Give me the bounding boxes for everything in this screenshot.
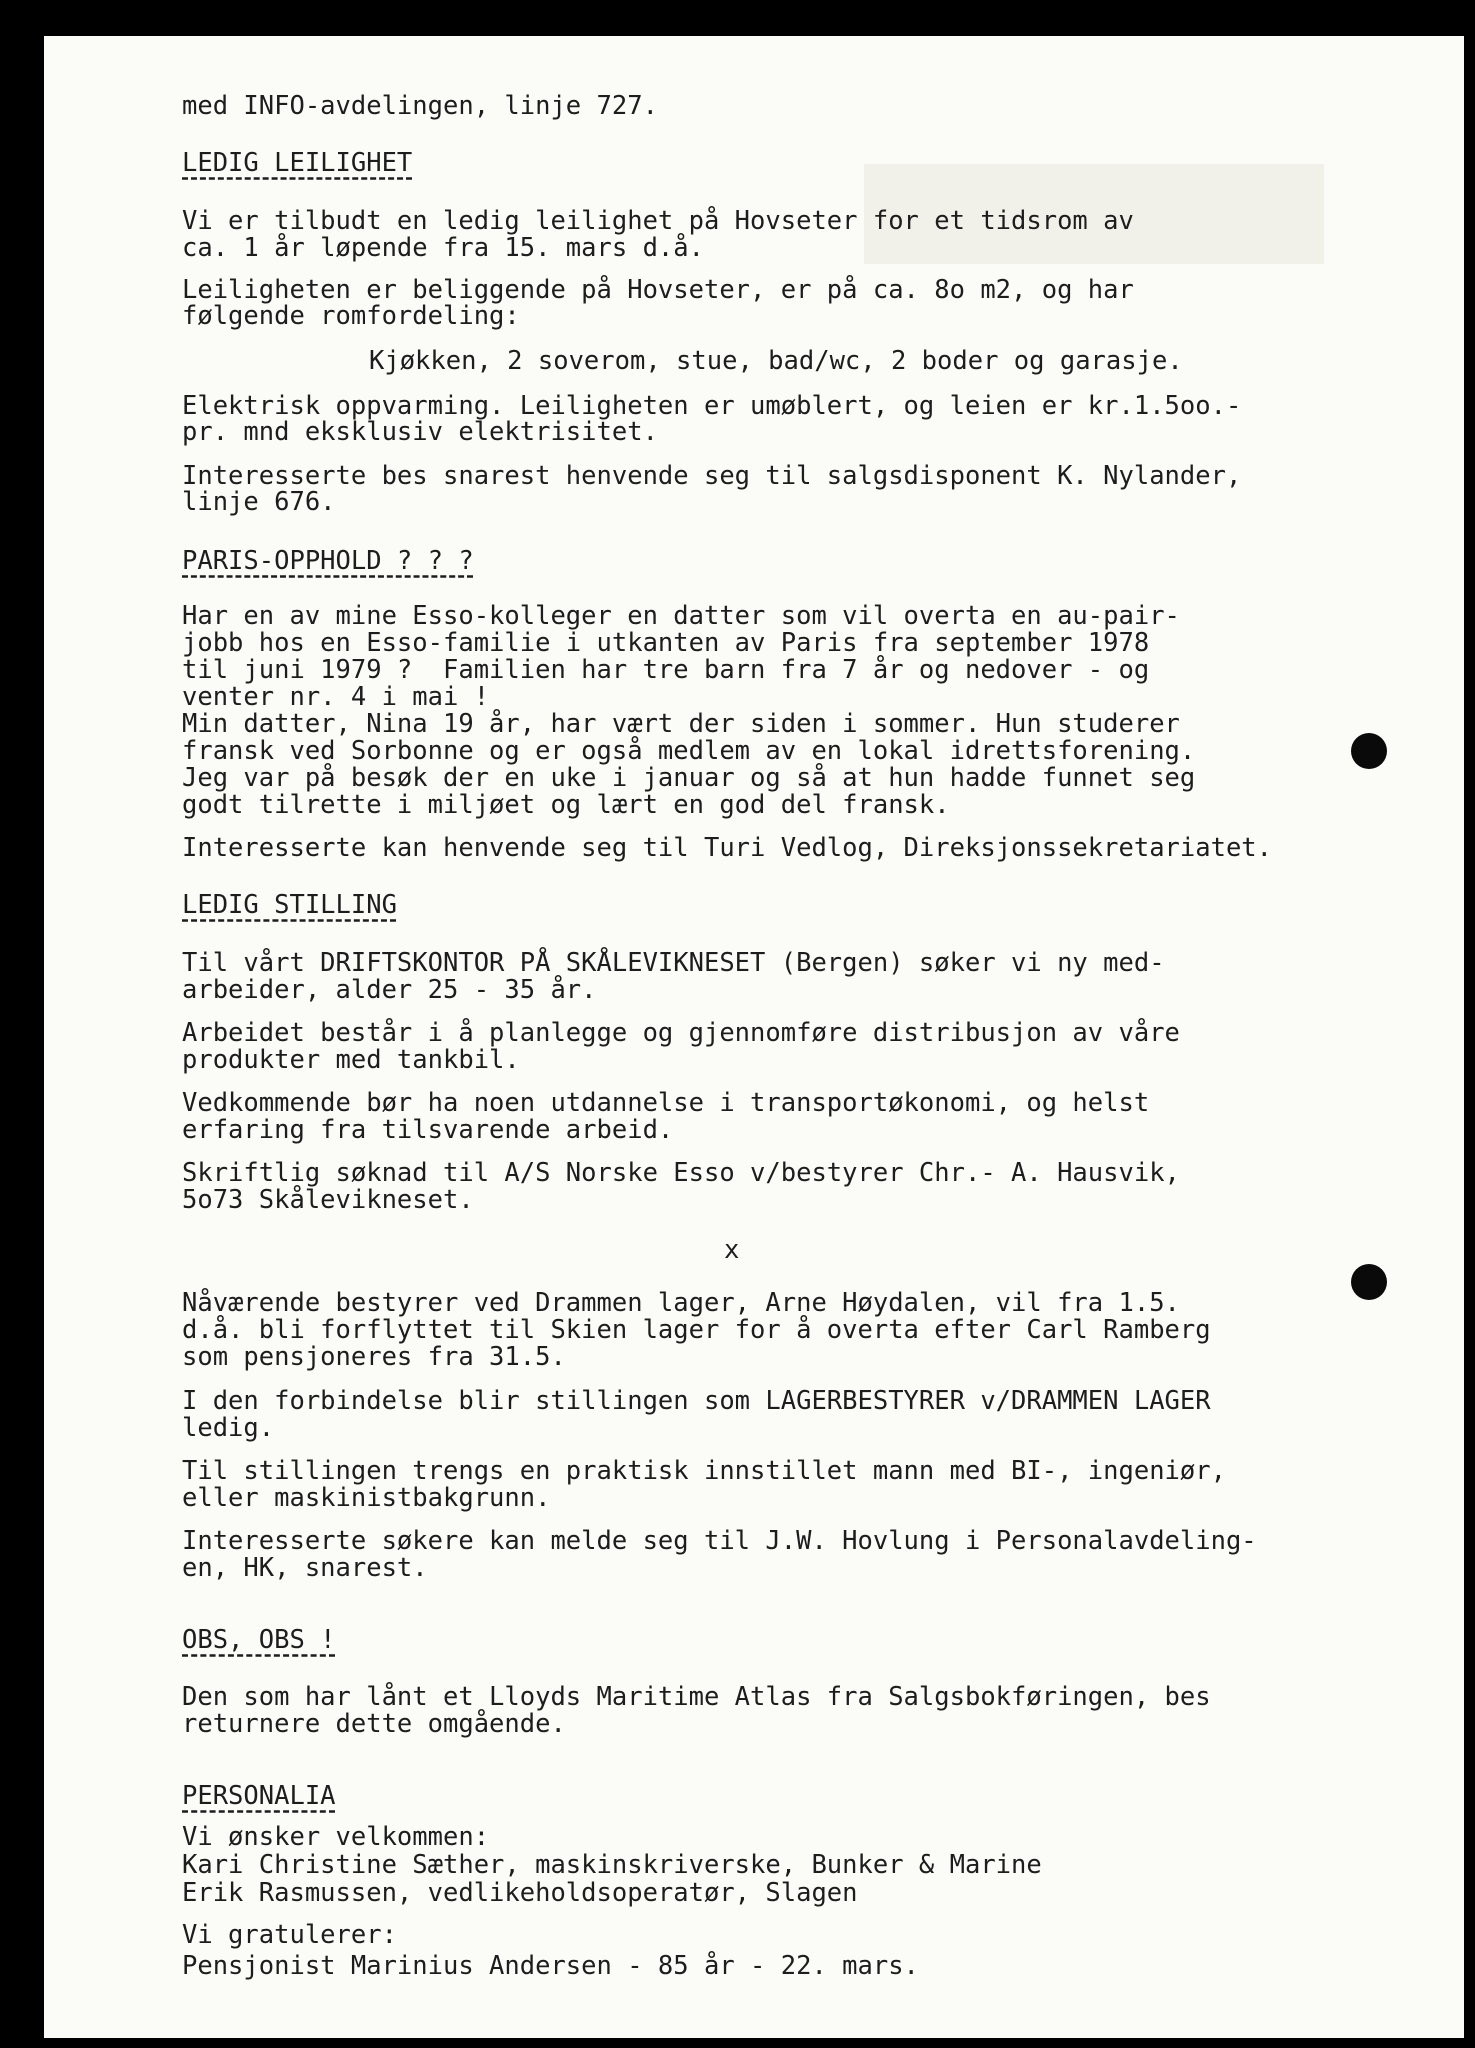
text-line: Vedkommende bør ha noen utdannelse i transportøkonomi, og helst <box>182 1088 1150 1118</box>
text-line: Interesserte kan henvende seg til Turi Vedlog, Direksjonssekretariatet. <box>182 833 1273 863</box>
text-line: Vi er tilbudt en ledig leilighet på Hovseter for et tidsrom av <box>182 206 1134 236</box>
text-line: eller maskinistbakgrunn. <box>182 1483 551 1513</box>
text-line: Nåværende bestyrer ved Drammen lager, Arne Høydalen, vil fra 1.5. <box>182 1288 1180 1318</box>
text-line: erfaring fra tilsvarende arbeid. <box>182 1115 674 1145</box>
text-line: en, HK, snarest. <box>182 1553 428 1583</box>
text-line: Vi gratulerer: <box>182 1920 397 1950</box>
text-line: pr. mnd eksklusiv elektrisitet. <box>182 417 658 447</box>
text-line: produkter med tankbil. <box>182 1045 520 1075</box>
text-line: linje 676. <box>182 487 336 517</box>
text-line: jobb hos en Esso-familie i utkanten av Paris fra september 1978 <box>182 628 1150 658</box>
text-line: I den forbindelse blir stillingen som LAGERBESTYRER v/DRAMMEN LAGER <box>182 1386 1211 1416</box>
text-line: Elektrisk oppvarming. Leiligheten er umøblert, og leien er kr.1.5oo.- <box>182 391 1242 421</box>
text-line: Arbeidet består i å planlegge og gjennomføre distribusjon av våre <box>182 1018 1180 1048</box>
text-line: til juni 1979 ? Familien har tre barn fra 7 år og nedover - og <box>182 655 1150 685</box>
text-line: ledig. <box>182 1413 275 1443</box>
text-line: venter nr. 4 i mai ! <box>182 682 490 712</box>
text-line: arbeider, alder 25 - 35 år. <box>182 975 597 1005</box>
text-line: Til vårt DRIFTSKONTOR PÅ SKÅLEVIKNESET (Bergen) søker vi ny med- <box>182 948 1165 978</box>
section-separator: x <box>724 1235 740 1265</box>
text-line: Erik Rasmussen, vedlikeholdsoperatør, Slagen <box>182 1878 858 1908</box>
punch-hole-upper <box>1351 733 1387 769</box>
heading-ledig-stilling: LEDIG STILLING <box>182 890 397 920</box>
text-line: Pensjonist Marinius Andersen - 85 år - 22. mars. <box>182 1951 919 1981</box>
text-line: som pensjoneres fra 31.5. <box>182 1342 566 1372</box>
text-line: 5o73 Skålevikneset. <box>182 1185 474 1215</box>
heading-ledig-leilighet: LEDIG LEILIGHET <box>182 148 413 178</box>
text-line: Interesserte bes snarest henvende seg til salgsdisponent K. Nylander, <box>182 461 1242 491</box>
rooms-line: Kjøkken, 2 soverom, stue, bad/wc, 2 boder og garasje. <box>369 346 1183 376</box>
text-line: ca. 1 år løpende fra 15. mars d.å. <box>182 233 704 263</box>
text-line: Skriftlig søknad til A/S Norske Esso v/bestyrer Chr.- A. Hausvik, <box>182 1158 1180 1188</box>
document-page <box>44 36 1464 2038</box>
heading-obs: OBS, OBS ! <box>182 1625 336 1655</box>
punch-hole-lower <box>1351 1264 1387 1300</box>
text-line: fransk ved Sorbonne og er også medlem av en lokal idrettsforening. <box>182 736 1196 766</box>
intro-line: med INFO-avdelingen, linje 727. <box>182 91 658 121</box>
text-line: Til stillingen trengs en praktisk innstillet mann med BI-, ingeniør, <box>182 1456 1226 1486</box>
text-line: Kari Christine Sæther, maskinskriverske, Bunker & Marine <box>182 1850 1042 1880</box>
text-line: Den som har lånt et Lloyds Maritime Atlas fra Salgsbokføringen, bes <box>182 1682 1211 1712</box>
text-line: Har en av mine Esso-kolleger en datter som vil overta en au-pair- <box>182 601 1180 631</box>
text-line: godt tilrette i miljøet og lært en god del fransk. <box>182 790 950 820</box>
heading-personalia: PERSONALIA <box>182 1781 336 1811</box>
text-line: d.å. bli forflyttet til Skien lager for å overta efter Carl Ramberg <box>182 1315 1211 1345</box>
text-line: Interesserte søkere kan melde seg til J.W. Hovlung i Personalavdeling- <box>182 1526 1257 1556</box>
text-line: Vi ønsker velkommen: <box>182 1822 490 1852</box>
text-line: Jeg var på besøk der en uke i januar og så at hun hadde funnet seg <box>182 763 1196 793</box>
text-line: Min datter, Nina 19 år, har vært der siden i sommer. Hun studerer <box>182 709 1180 739</box>
heading-paris-opphold: PARIS-OPPHOLD ? ? ? <box>182 546 474 576</box>
text-line: følgende romfordeling: <box>182 301 520 331</box>
text-line: Leiligheten er beliggende på Hovseter, er på ca. 8o m2, og har <box>182 275 1134 305</box>
text-line: returnere dette omgående. <box>182 1709 566 1739</box>
